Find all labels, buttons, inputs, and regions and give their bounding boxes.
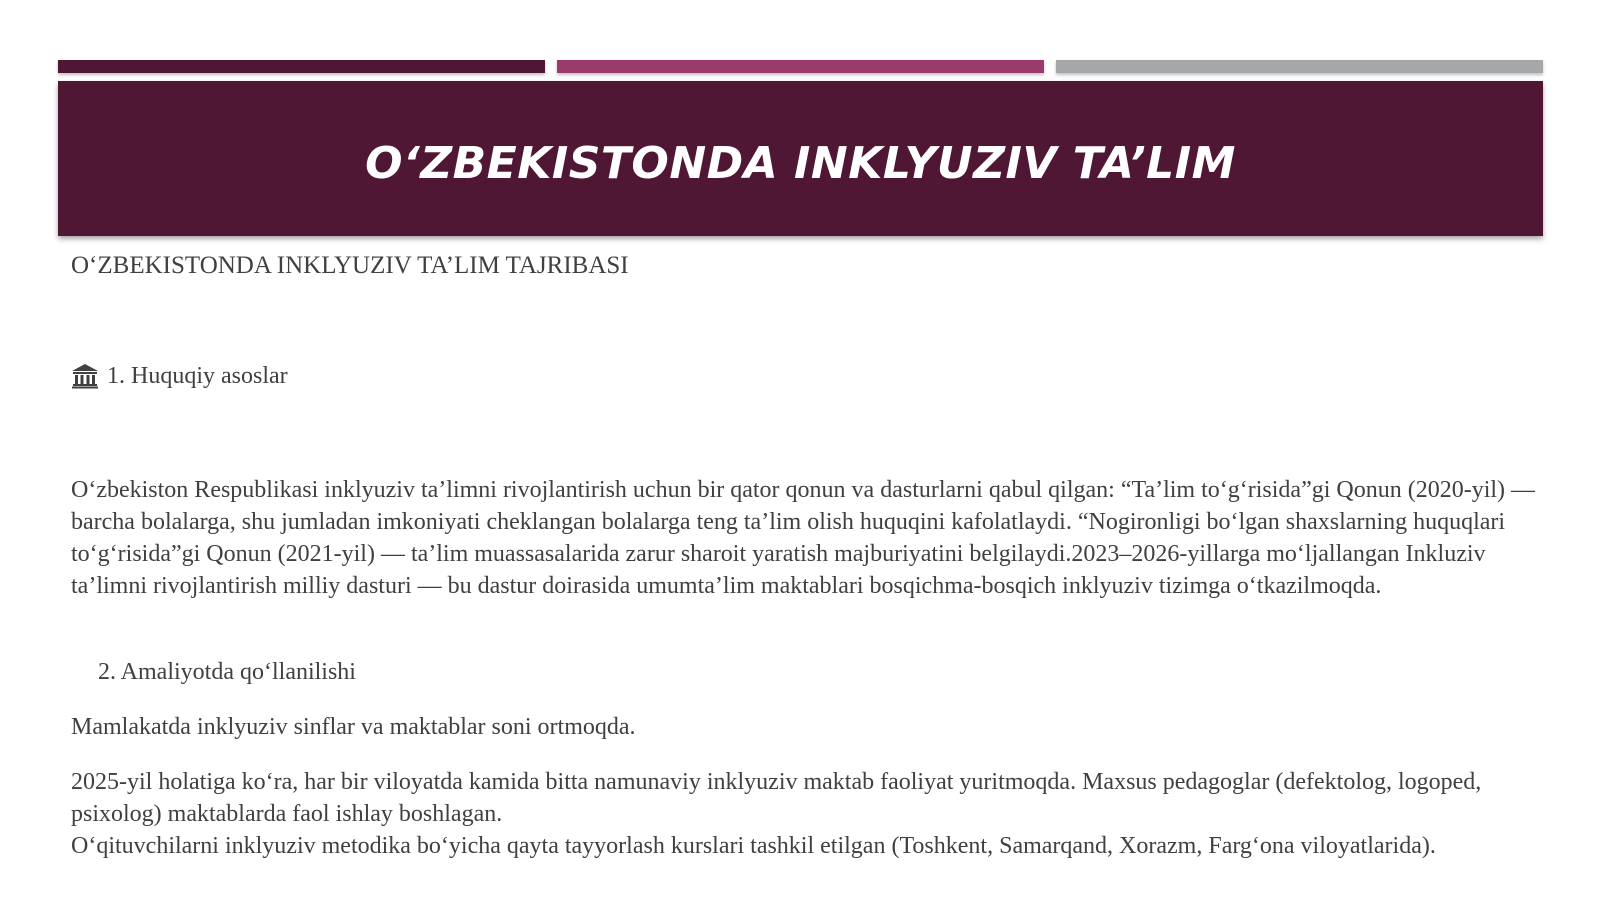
section-2-paragraph-1: Mamlakatda inklyuziv sinflar va maktablar soni ortmoqda. (71, 714, 636, 740)
slide-title: O‘ZBEKISTONDA INKLYUZIV TA’LIM (365, 138, 1236, 189)
section-1-heading-row (71, 360, 1541, 392)
section-2-heading: 2. Amaliyotda qo‘llanilishi (98, 659, 356, 685)
accent-bar-gray (1056, 60, 1543, 73)
section-2-paragraph-3: O‘qituvchilarni inklyuziv metodika bo‘yicha qayta tayyorlash kurslari tashkil etilgan (Toshkent, Samarqand, Xorazm, Farg‘ona viloyatlarida). (71, 833, 1436, 859)
bank-building-icon (71, 363, 99, 389)
section-1-heading: 1. Huquqiy asoslar (107, 363, 288, 389)
section-2-paragraph-block (71, 766, 1541, 862)
slide-subtitle: O‘ZBEKISTONDA INKLYUZIV TA’LIM TAJRIBASI (71, 252, 629, 279)
section-1-paragraph: O‘zbekiston Respublikasi inklyuziv ta’limni rivojlantirish uchun bir qator qonun va dasturlarni qabul qilgan: “Ta’lim to‘g‘risida”gi Qonun (2020-yil) — barcha bolalarga, shu jumladan imkoniyati cheklangan bolalarga teng ta’lim olish huquqini kafolatlaydi. “Nogironligi bo‘lgan shaxslarning huquqlari to‘g‘risida”gi Qonun (2021-yil) — ta’lim muassasalarida zarur sharoit yaratish majburiyatini belgilaydi.2023–2026-yillarga mo‘ljallangan Inkluziv ta’limni rivojlantirish milliy dasturi — bu dastur doirasida umumta’lim maktablari bosqichma-bosqich inklyuziv tizimga o‘tkazilmoqda. (71, 477, 1536, 599)
accent-bar-dark (58, 60, 545, 73)
title-band (58, 81, 1543, 236)
accent-bar-magenta (557, 60, 1044, 73)
section-2-paragraph-2: 2025-yil holatiga ko‘ra, har bir viloyatda kamida bitta namunaviy inklyuziv maktab faoliyat yuritmoqda. Maxsus pedagoglar (defektolog, logoped, psixolog) maktablarda faol ishlay boshlagan. (71, 769, 1482, 827)
